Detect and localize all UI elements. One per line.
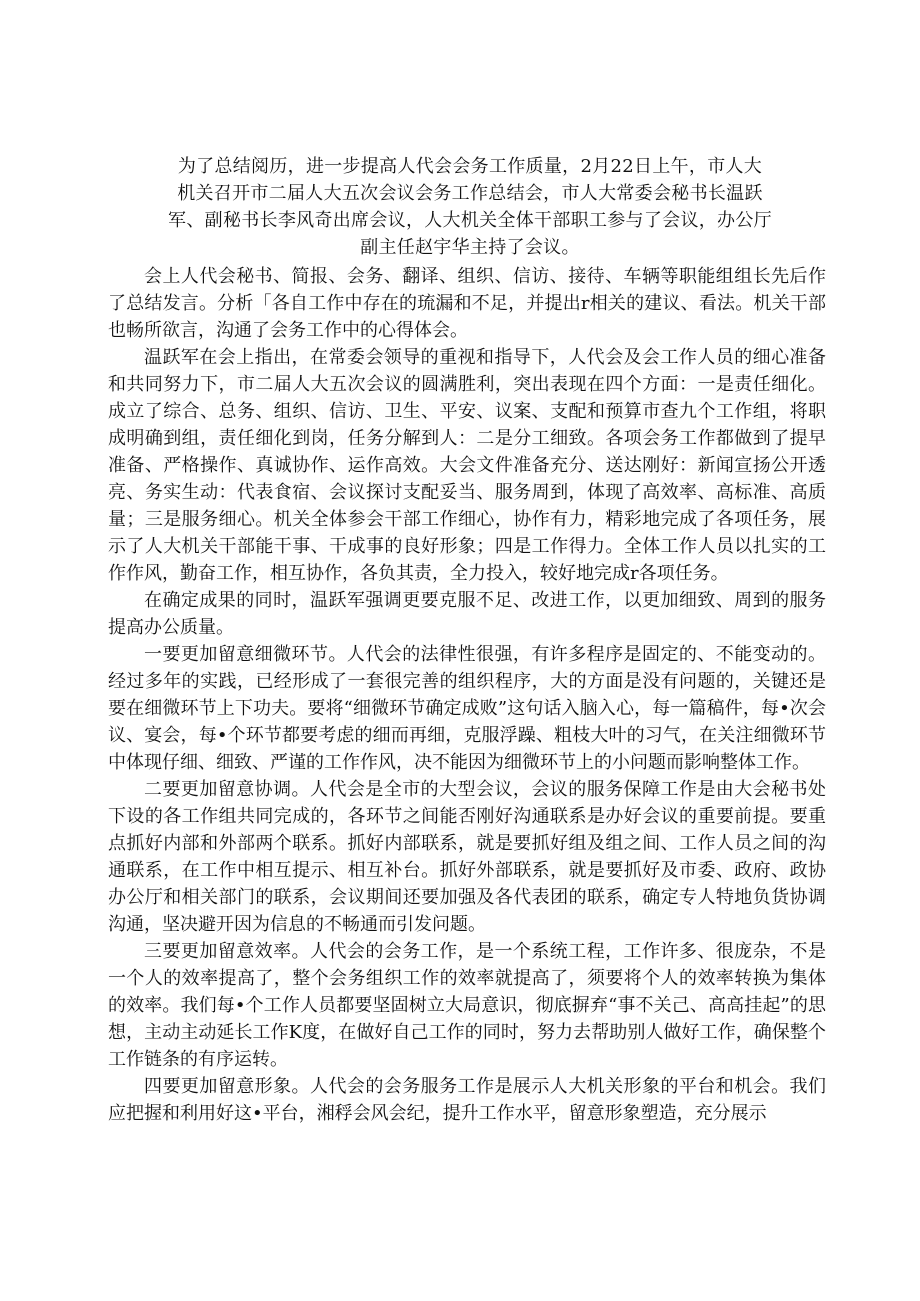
intro-line: 机关召开市二届人大五次会议会务工作总结会，市人大常委会秘书长温跃 <box>177 183 763 204</box>
paragraph-improvement: 在确定成果的同时，温跃军强调更要克服不足、改进工作，以更加细致、周到的服务提高办公质量。 <box>108 590 826 638</box>
intro-line: 副主任赵宇华主持了会议。 <box>360 237 580 258</box>
paragraph-coordination: 二要更加留意协调。人代会是全市的大型会议，会议的服务保障工作是由大会秘书处下设的各工作组共同完成的，各环节之间能否刚好沟通联系是办好会议的重要前提。要重点抓好内部和外部两个联系。抓好内部联系，就是要抓好组及组之间、工作人员之间的沟通联系，在工作中相互提示、相互补台。抓好外部联系，就是要抓好及市委、政府、政协办公厅和相关部门的联系，会议期间还要加强及各代表团的联系，确定专人特地负货协调沟通，坚决避开因为信息的不畅通而引发问题。 <box>108 779 826 935</box>
intro-block <box>150 153 790 261</box>
paragraph-efficiency: 三要更加留意效率。人代会的会务工作，是一个系统工程，工作许多、很庞杂，不是一个人的效率提高了，整个会务组织工作的效率就提高了，须要将个人的效率转换为集体的效率。我们每•个工作人员都要坚固树立大局意识，彻底摒弃“事不关己、高高挂起”的思想，主动主动延长工作K度，在做好自己工作的同时，努力去帮助别人做好工作，确保整个工作链条的有序运转。 <box>108 941 826 1070</box>
intro-line: 军、副秘书长李风奇出席会议，人大机关全体干部职工参与了会议，办公厅 <box>168 210 772 231</box>
body-text <box>108 263 826 1127</box>
paragraph-summary: 会上人代会秘书、简报、会务、翻译、组织、信访、接待、车辆等职能组组长先后作了总结发言。分析「各自工作中存在的琉漏和不足，并提出r相关的建议、看法。机关干部也畅所欲言，沟通了会务工作中的心得体会。 <box>108 266 826 341</box>
paragraph-image: 四要更加留意形象。人代会的会务服务工作是展示人大机关形象的平台和机会。我们应把握和利用好这•平台，湘稃会风会纪，提升工作水平，留意形象塑造，充分展示 <box>108 1076 826 1124</box>
intro-line: 为了总结阅历，进一步提高人代会会务工作质量，2月22日上午，市人大 <box>177 156 763 177</box>
paragraph-achievements: 温跃军在会上指出，在常委会领导的重视和指导下，人代会及会工作人员的细心准备和共同努力下，市二届人大五次会议的圆满胜利，突出表现在四个方面：一是责任细化。成立了综合、总务、组织、信访、卫生、平安、议案、支配和预算市查九个工作组，将职成明确到组，责任细化到岗，任务分解到人：二是分工细致。各项会务工作都做到了提早准备、严格操作、真诚协作、运作高效。大会文件准备充分、送达刚好：新闻宣扬公开透亮、务实生动：代表食宿、会议探讨支配妥当、服务周到，体现了高效率、高标准、高质量；三是服务细心。机关全体参会干部工作细心，协作有力，精彩地完成了各项任务，展示了人大机关干部能干事、干成事的良好形象；四是工作得力。全体工作人员以扎实的工作作风，勤奋工作，相互协作，各负其责，全力投入，较好地完成r各项任务。 <box>108 347 826 584</box>
paragraph-details: 一要更加留意细微环节。人代会的法律性很强，有许多程序是固定的、不能变动的。经过多年的实践，已经形成了一套很完善的组织程序，大的方面是没有问题的，关键还是要在细微环节上下功夫。要将“细微环节确定成败”这句话入脑入心，每一篇稿件，每•次会议、宴会，每•个环节都要考虑的细而再细，克服浮躁、粗枝大叶的习气，在关注细微环节中体现仔细、细致、严谨的工作作风，决不能因为细微环节上的小问题而影响整体工作。 <box>108 644 826 773</box>
